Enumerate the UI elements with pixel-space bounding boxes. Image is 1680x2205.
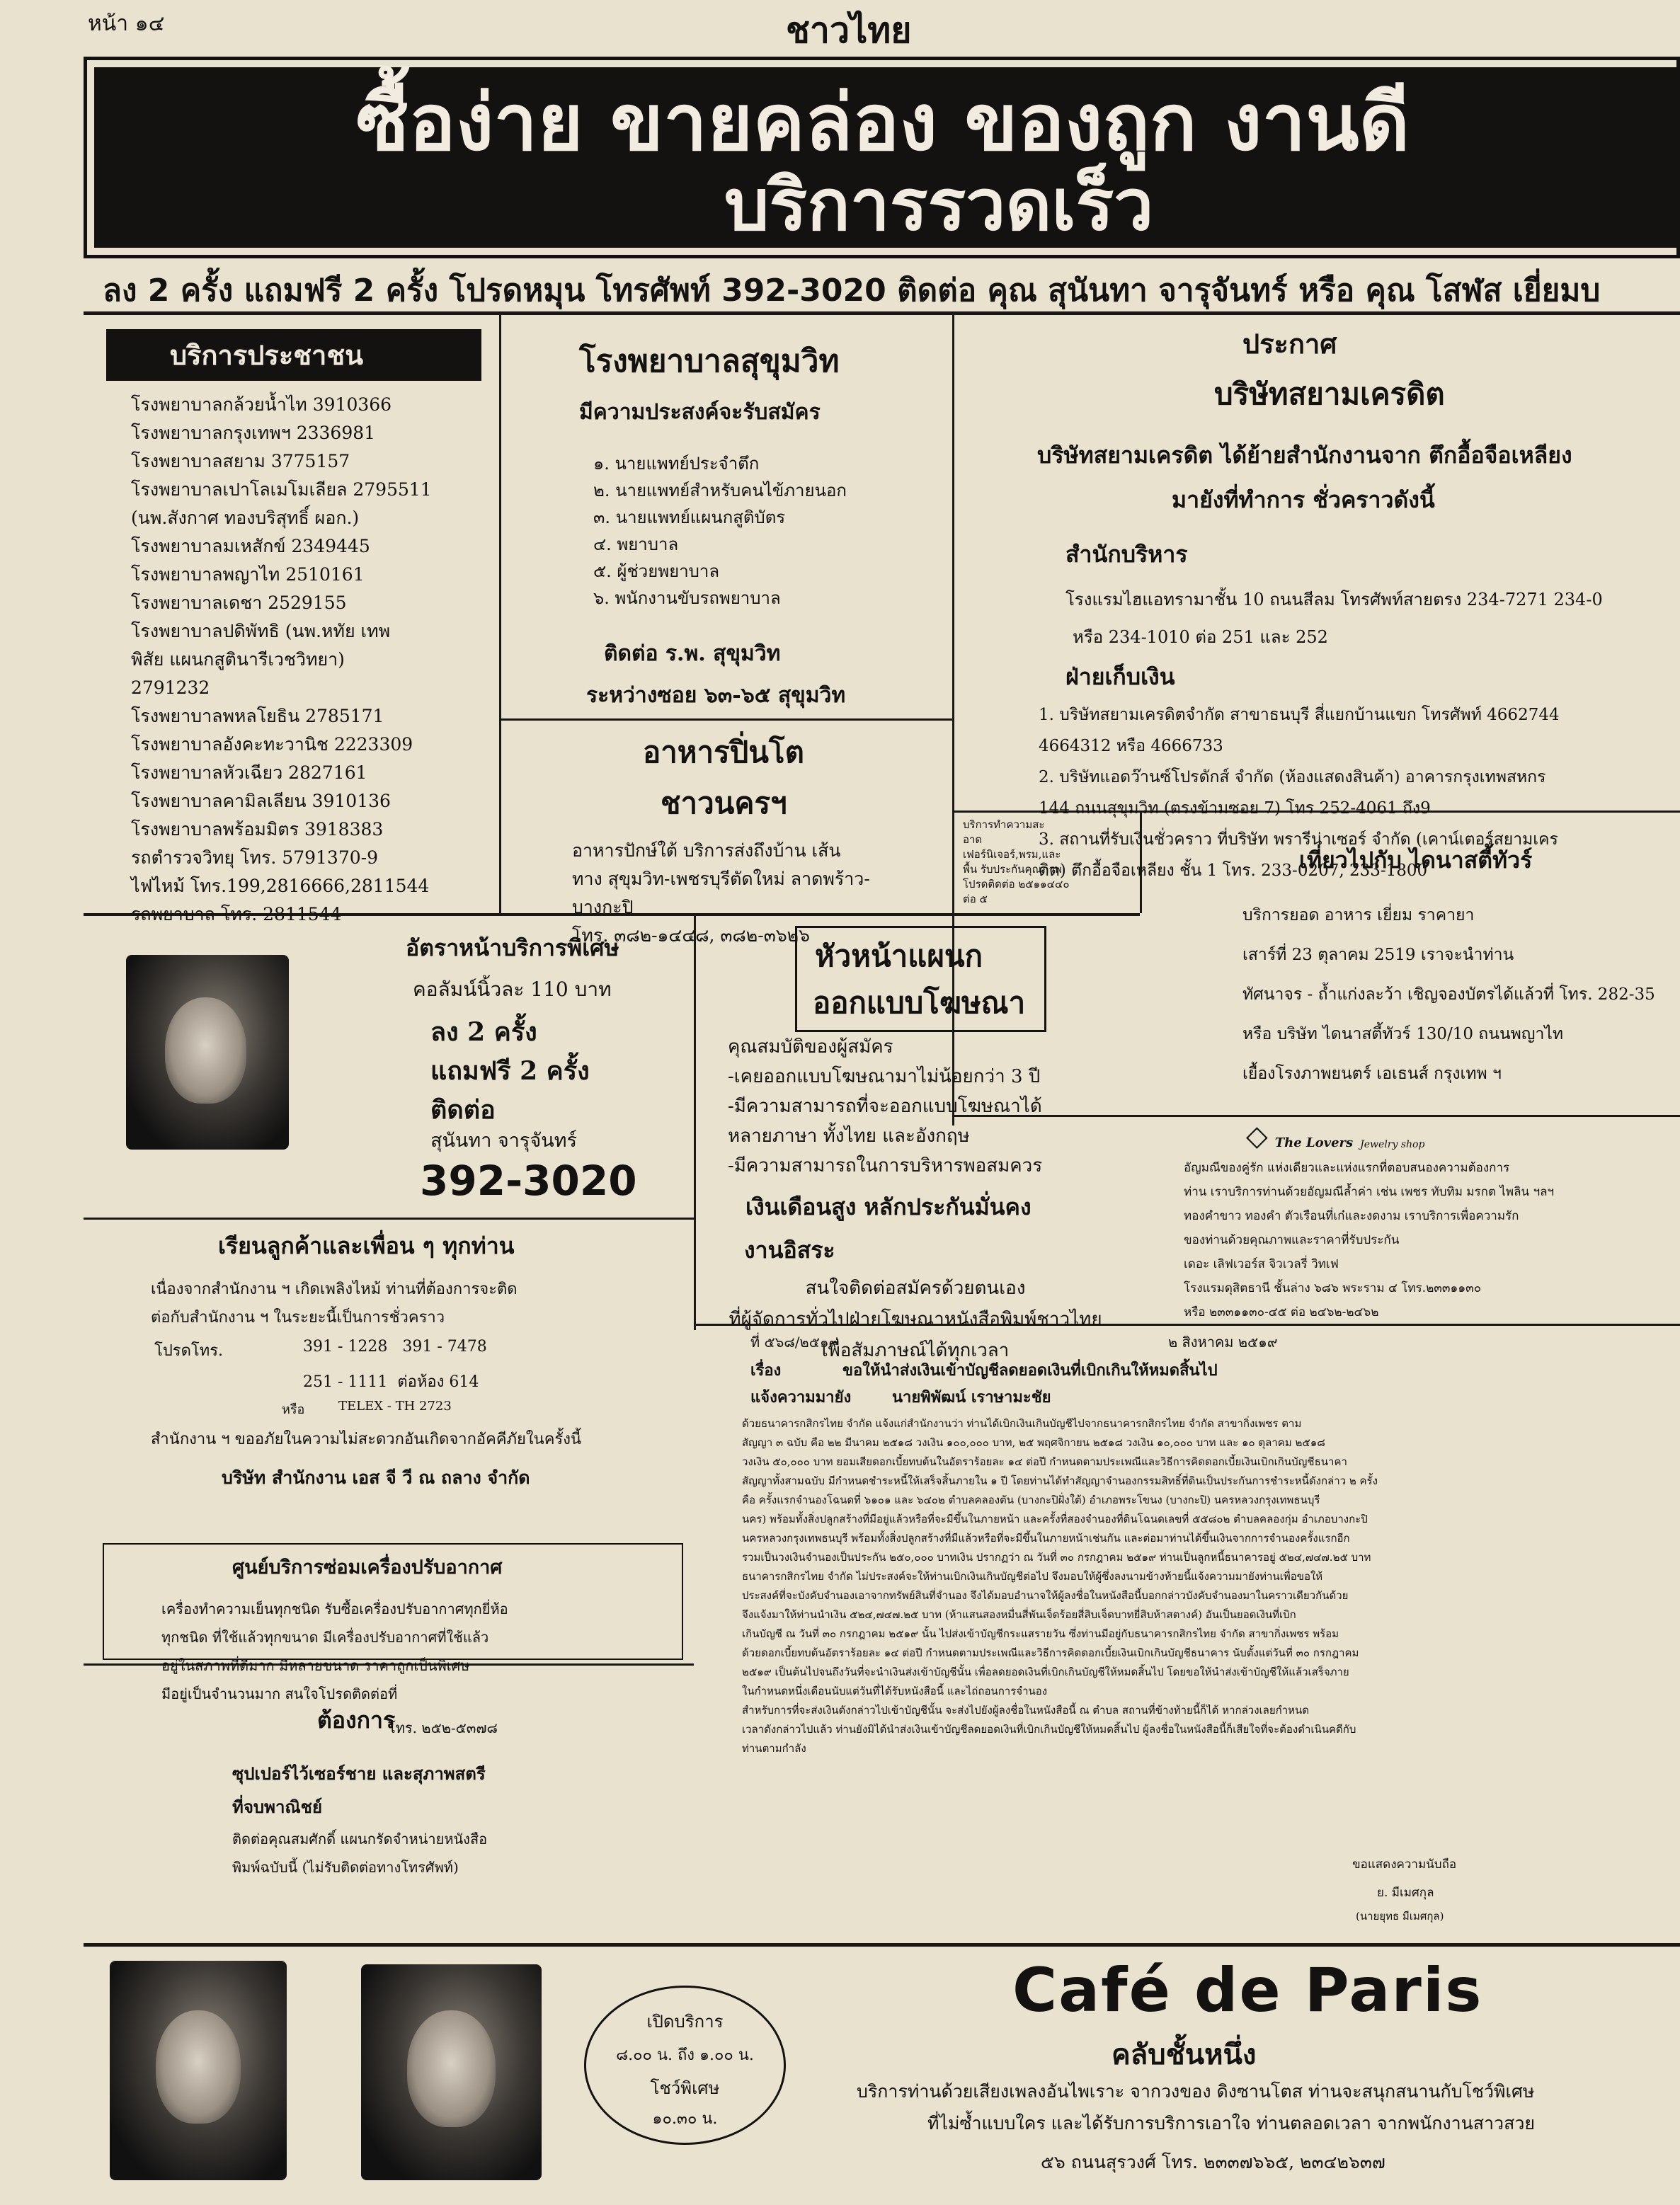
rates-line-5: สุนันทา จารุจันทร์ [430, 1130, 577, 1152]
sukhumvit-subtitle: มีความประสงค์จะรับสมัคร [579, 400, 821, 425]
service-line: รถพยาบาล โทร. 2811544 [131, 904, 342, 924]
sukhumvit-contact-2: ระหว่างซอย ๖๓-๖๕ สุขุมวิท [586, 683, 846, 708]
aircon-line: เครื่องทำความเย็นทุกชนิด รับซื้อเครื่องปรับอากาศทุกยี่ห้อ [161, 1600, 508, 1617]
bank-to: นายพิพัฒน์ เราษามะชัย [892, 1388, 1051, 1407]
cafe-line-2: ที่ไม่ซ้ำแบบใคร และได้รับการบริการเอาใจ ท่านตลอดเวลา จากพนักงานสาวสวย [927, 2113, 1536, 2134]
bank-subject: ขอให้นำส่งเงินเข้าบัญชีลดยอดเงินที่เบิกเกินให้หมดสิ้นไป [842, 1361, 1218, 1380]
promo-bar: ลง 2 ครั้ง แถมฟรี 2 ครั้ง โปรดหมุน โทรศัพท์ 392-3020 ติดต่อ คุณ สุนันทา จารุจันทร์ หรือ คุณ โสฬส เยี่ยมบ [103, 273, 1601, 309]
bank-paragraph: ประสงค์ที่จะบังคับจำนองเอาจากทรัพย์สินที่จำนอง จึงได้มอบอำนาจให้ผู้ลงชื่อในหนังสือนี้บอกกล่าวบังคับจำนองมาในคราวเดียวกันด้วย [742, 1589, 1349, 1602]
sukhumvit-positions [501, 450, 952, 612]
bank-date: ๒ สิงหาคม ๒๕๑๙ [1168, 1334, 1278, 1351]
service-line: โรงพยาบาลพญาไท 2510161 [131, 564, 365, 585]
tour-line: เสาร์ที่ 23 ตุลาคม 2519 เราจะนำท่าน [1242, 946, 1514, 964]
sukhumvit-hospital-ad [501, 336, 952, 712]
notice-company: บริษัท สำนักงาน เอส จี วี ณ ถลาง จำกัด [222, 1467, 530, 1488]
bank-body [742, 1414, 1680, 1758]
wanted-line-4: พิมพ์ฉบับนี้ (ไม่รับติดต่อทางโทรศัพท์) [232, 1859, 459, 1876]
bank-signer: ย. มีเมศกุล [1377, 1886, 1434, 1900]
food-line: อาหารปักษ์ใต้ บริการส่งถึงบ้าน เส้น [572, 840, 841, 861]
cleaning-line: อาด [963, 833, 983, 846]
bank-paragraph: ๒๕๑๙ เป็นต้นไปจนถึงวันที่จะนำเงินส่งเข้าบัญชีนั้น เพื่อลดยอดเงินที่เบิกเกินบัญชีให้หมดสิ้นไป โดยขอให้นำส่งเข้าบัญชีให้แล้วเสร็จภาย [742, 1666, 1349, 1678]
cleaning-ad [957, 818, 1138, 907]
service-line: โรงพยาบาลสยาม 3775157 [131, 451, 350, 471]
siam-credit-office-1: โรงแรมไฮแอทรามาชั้น 10 ถนนสีลม โทรศัพท์สายตรง 234-7271 234-0 [1065, 590, 1603, 609]
cafe-line-3: ๕๖ ถนนสุรวงศ์ โทร. ๒๓๓๗๖๖๕, ๒๓๔๒๖๓๗ [1041, 2152, 1385, 2172]
diamond-icon: ◇ [1246, 1122, 1268, 1152]
aircon-phone: โทร. ๒๕๒-๕๓๗๘ [388, 1719, 498, 1736]
banner-line-2: บริการรวดเร็ว [724, 164, 1154, 246]
bank-paragraph: จึงแจ้งมาให้ท่านนำเงิน ๕๒๔,๗๔๗.๒๕ บาท (ห้าแสนสองหมื่นสี่พันเจ็ดร้อยสี่สิบเจ็ดบาทยี่สิบห้าสตางค์) อันเป็นยอดเงินที่เบิก [742, 1608, 1296, 1621]
page-number: หน้า ๑๔ [88, 11, 165, 36]
lovers-line: โรงแรมดุสิตธานี ชั้นล่าง ๖๘๖ พระราม ๔ โทร.๒๓๓๑๑๓๐ [1184, 1281, 1482, 1295]
public-services-box [106, 329, 492, 929]
rates-title: อัตราหน้าบริการพิเศษ [406, 934, 619, 961]
public-services-list [106, 391, 492, 929]
apply-line: สนใจติดต่อสมัครด้วยตนเอง [805, 1278, 1026, 1299]
lovers-tag: Jewelry shop [1360, 1139, 1425, 1150]
service-line: โรงพยาบาลเดชา 2529155 [131, 592, 347, 613]
service-line: โรงพยาบาลพหลโยธิน 2785171 [131, 706, 384, 726]
notice-telex: TELEX - TH 2723 [338, 1399, 452, 1414]
requirement-line: -มีความสามารถที่จะออกแบบโฆษณาได้ [728, 1096, 1042, 1117]
siam-credit-office-2: หรือ 234-1010 ต่อ 251 และ 252 [1073, 627, 1328, 647]
cafe-hours: ๘.๐๐ น. ถึง ๑.๐๐ น. [616, 2046, 754, 2064]
service-line: โรงพยาบาลกล้วยน้ำไท 3910366 [131, 394, 392, 415]
service-line: โรงพยาบาลอังคะทะวานิช 2223309 [131, 734, 413, 755]
cafe-show-time: ๑๐.๓๐ น. [652, 2110, 718, 2128]
design-salary-1: เงินเดือนสูง หลักประกันมั่นคง [745, 1193, 1032, 1220]
requirement-line: คุณสมบัติของผู้สมัคร [728, 1036, 893, 1058]
service-line: 2791232 [131, 677, 210, 698]
tour-line: ทัศนาจร - ถ้ำแก่งละว้า เชิญจองบัตรได้แล้วที่ โทร. 282-35 [1242, 985, 1655, 1004]
rates-ad [84, 916, 694, 1218]
cafe-show-label: โชว์พิเศษ [650, 2078, 720, 2098]
notice-moved-lines [84, 1276, 694, 1332]
siam-credit-title-2: บริษัทสยามเครดิต [1214, 377, 1445, 411]
collect-line: 1. บริษัทสยามเครดิตจำกัด สาขาธนบุรี สี่แยกบ้านแขก โทรศัพท์ 4662744 [1039, 706, 1560, 724]
position-item: ๒. นายแพทย์สำหรับคนไข้ภายนอก [593, 481, 847, 500]
cafe-hours-label: เปิดบริการ [646, 2012, 724, 2032]
food-line: ทาง สุขุมวิท-เพชรบุรีตัดใหม่ ลาดพร้าว- [572, 869, 870, 889]
lovers-line: หรือ ๒๓๓๑๑๓๐-๔๕ ต่อ ๒๔๖๒-๒๔๖๒ [1184, 1305, 1379, 1319]
service-line: โรงพยาบาลปดิพัทธิ (นพ.หทัย เทพ [131, 621, 391, 641]
bank-paragraph: เวลาดังกล่าวไปแล้ว ท่านยังมิได้นำส่งเงินเข้าบัญชีลดยอดเงินที่เบิกเกินบัญชีให้หมดสิ้นไป ผู้ลงชื่อในหนังสือนี้ก็เสียใจที่จะต้องดำเนินคดีกับ [742, 1723, 1356, 1736]
bank-paragraph: วงเงิน ๕๐,๐๐๐ บาท ยอมเสียดอกเบี้ยทบต้นในอัตราร้อยละ ๑๔ ต่อปี กำหนดตามประเพณีและวิธีการคิดดอกเบี้ยเงินเบิกเกินบัญชีธนาคา [742, 1455, 1347, 1468]
bank-paragraph: ด้วยธนาคารกสิกรไทย จำกัด แจ้งแก่สำนักงานว่า ท่านได้เบิกเงินเกินบัญชีไปจากธนาคารกสิกรไทย จำกัด สาขากิ่งเพชร ตาม [742, 1417, 1302, 1430]
tour-line: บริการยอด อาหาร เยี่ยม ราคายา [1242, 906, 1475, 924]
lovers-line: อัญมณีของคู่รัก แห่งเดียวและแห่งแรกที่ตอบสนองความต้องการ [1184, 1161, 1510, 1175]
service-line: โรงพยาบาลกรุงเทพฯ 2336981 [131, 423, 376, 443]
service-line: โรงพยาบาลมเหสักข์ 2349445 [131, 536, 370, 556]
lovers-lines [1175, 1156, 1680, 1324]
lovers-line: ท่าน เราบริการท่านด้วยอัญมณีล้ำค่า เช่น เพชร ทับทิม มรกต ไพลิน ฯลฯ [1184, 1185, 1555, 1199]
bank-notice [708, 1331, 1680, 1943]
siam-credit-office-head: สำนักบริหาร [1065, 541, 1188, 568]
bank-subject-label: เรื่อง [750, 1361, 782, 1380]
service-line: โรงพยาบาลหัวเฉียว 2827161 [131, 762, 367, 783]
rates-photo [126, 955, 289, 1150]
collect-line: 4664312 หรือ 4666733 [1039, 737, 1223, 755]
bank-signer-title: (นายยุทธ มีเมศกุล) [1356, 1910, 1444, 1923]
tour-line: เยื้องโรงภาพยนตร์ เอเธนส์ กรุงเทพ ฯ [1242, 1065, 1502, 1083]
aircon-line: อยู่ในสภาพที่ดีมาก มีหลายขนาด ราคาถูกเป็นพิเศษ [161, 1657, 470, 1674]
requirement-line: หลายภาษา ทั้งไทย และอังกฤษ [728, 1126, 970, 1147]
cafe-photo-1 [110, 1961, 287, 2180]
wanted-title: ต้องการ [317, 1707, 396, 1734]
bank-paragraph: สัญญาทั้งสามฉบับ มีกำหนดชำระหนี้ให้เสร็จสิ้นภายใน ๑ ปี โดยท่านได้ทำสัญญาจำนองกรรมสิทธิ์ที่ดินเป็นประกันการชำระหนี้ดังกล่าว ๒ ครั้ง [742, 1474, 1378, 1487]
aircon-line: มีอยู่เป็นจำนวนมาก สนใจโปรดติดต่อที่ [161, 1685, 398, 1702]
siam-credit-collect-head: ฝ่ายเก็บเงิน [1065, 663, 1175, 690]
notice-phone-1: 391 - 1228 391 - 7478 [303, 1338, 487, 1356]
cafe-hours-badge [584, 1986, 786, 2145]
wanted-line-1: ซุปเปอร์ไว้เซอร์ชาย และสุภาพสตรี [232, 1763, 486, 1784]
food-title-2: ชาวนครฯ [661, 786, 787, 820]
bank-paragraph: รวมเป็นวงเงินจำนองเป็นประกัน ๒๕๐,๐๐๐ บาทเงิน ปรากฏว่า ณ วันที่ ๓๐ กรกฎาคม ๒๕๑๙ ท่านเป็นลูกหนี้ธนาคารอยู่ ๕๒๔,๗๔๗.๒๕ บาท [742, 1551, 1371, 1564]
notice-apology: สำนักงาน ฯ ขออภัยในความไม่สะดวกอันเกิดจากอัคคีภัยในครั้งนี้ [151, 1431, 582, 1448]
cleaning-line: พื้น รับประกันคุณภาพ [963, 863, 1062, 876]
cleaning-line: ต่อ ๕ [963, 893, 988, 905]
tour-ad [1143, 842, 1680, 1094]
collect-line: 3. สถานที่รับเงินชั่วคราว ที่บริษัท พรารีน่าเซอร์ จำกัด (เคาน์เตอร์สยามเคร [1039, 830, 1558, 849]
service-line: (นพ.สังกาศ ทองบริสุทธิ์ ผอก.) [131, 508, 360, 528]
banner-line-1: ซื้อง่าย ขายคล่อง ของถูก งานดี [356, 77, 1410, 168]
collect-line: 2. บริษัทแอดว๊านซ์โปรดักส์ จำกัด (ห้องแสดงสินค้า) อาคารกรุงเทพสหกร [1039, 768, 1546, 786]
bank-paragraph: นครหลวงกรุงเทพธนบุรี พร้อมทั้งสิ่งปลูกสร้างที่มีแล้วหรือที่จะมีขึ้นในภายหน้าเช่นกัน และต่อมาท่านได้ขึ้นเงินจากการจำนองครั้งแรกอีก [742, 1532, 1350, 1545]
notice-telex-label: หรือ [282, 1402, 305, 1417]
position-item: ๖. พนักงานขับรถพยาบาล [593, 588, 781, 608]
lovers-line: ของท่านด้วยคุณภาพและราคาที่รับประกัน [1184, 1233, 1400, 1247]
collect-line: ดิต) ตึกอื้อจือเหลียง ชั้น 1 โทร. 233-0207, 233-1800 [1039, 861, 1428, 880]
service-line: พิสัย แผนกสูตินารีเวชวิทยา) [131, 649, 345, 670]
service-line: โรงพยาบาลพร้อมมิตร 3918383 [131, 819, 384, 840]
wanted-line-3: ติดต่อคุณสมศักดิ์ แผนกรัดจำหน่ายหนังสือ [232, 1831, 488, 1848]
design-requirements [696, 1032, 1135, 1181]
position-item: ๕. ผู้ช่วยพยาบาล [593, 561, 720, 581]
tour-title: เที่ยวไปกับ ไดนาสตี้ทัวร์ [1299, 847, 1533, 874]
rates-phone: 392-3020 [420, 1157, 637, 1205]
cafe-line-1: บริการท่านด้วยเสียงเพลงอันไพเราะ จากวงของ ดิงซานโตส ท่านจะสนุกสนานกับโชว์พิเศษ [857, 2081, 1535, 2102]
bank-paragraph: ธนาคารกสิกรไทย จำกัด ไม่ประสงค์จะให้ท่านเบิกเงินเกินบัญชีต่อไป จึงมอบให้ผู้ซึ่งลงนามข้างท้ายนี้แจ้งความมายังท่านเพื่อขอให้ [742, 1570, 1323, 1583]
food-line: โทร. ๓๘๒-๑๔๔๘, ๓๘๒-๓๖๒๖ [572, 925, 811, 946]
cafe-subtitle: คลับชั้นหนึ่ง [1112, 2039, 1257, 2071]
rates-line-1: คอลัมน์นิ้วละ 110 บาท [413, 978, 612, 1001]
design-head-ad [696, 926, 1135, 1366]
apply-line: เพื่อสัมภาษณ์ได้ทุกเวลา [821, 1340, 1010, 1361]
service-line: โรงพยาบาลเปาโลเมโมเลียล 2795511 [131, 479, 432, 500]
wanted-ad [84, 1702, 694, 1879]
position-item: ๑. นายแพทย์ประจำตึก [593, 454, 760, 474]
collect-line: 144 ถนนสุขุมวิท (ตรงข้ามซอย 7) โทร 252-4061 ถึง9 [1039, 799, 1431, 818]
bank-paragraph: คือ ครั้งแรกจำนองโฉนดที่ ๖๑๐๑ และ ๖๔๐๒ ตำบลคลองตัน (บางกะปิฝั่งใต้) อำเภอพระโขนง (บางกะปิ) นครหลวงกรุงเทพธนบุรี [742, 1494, 1320, 1506]
design-salary-2: งานอิสระ [744, 1237, 835, 1264]
notice-line: เนื่องจากสำนักงาน ฯ เกิดเพลิงไหม้ ท่านที่ต้องการจะติด [151, 1281, 518, 1298]
bank-paragraph: สำหรับการที่จะส่งเงินดังกล่าวไปเข้าบัญชีนั้น จะส่งไปยังผู้ลงชื่อในหนังสือนี้ ณ ตำบล สถานที่ข้างท้ายนี้ก็ได้ หากล่วงเลยกำหนด [742, 1704, 1310, 1717]
notice-moved-title: เรียนลูกค้าและเพื่อน ๆ ทุกท่าน [218, 1232, 515, 1259]
cleaning-line: โปรดติดต่อ ๒๕๑๑๔๔๐ [963, 878, 1070, 890]
wanted-line-2: ที่จบพาณิชย์ [232, 1797, 323, 1817]
cleaning-line: บริการทำความสะ [963, 818, 1045, 831]
bank-paragraph: เกินบัญชี ณ วันที่ ๓๐ กรกฎาคม ๒๕๑๙ นั้น ไปส่งเข้าบัญชีกระแสรายวัน ซึ่งท่านมีอยู่กับธนาคารกสิกรไทย จำกัด สาขากิ่งเพชร พร้อม [742, 1627, 1339, 1640]
sukhumvit-title: โรงพยาบาลสุขุมวิท [579, 343, 840, 379]
apply-line: ที่ผู้จัดการทั่วไปฝ่ายโฆษณาหนังสือพิมพ์ชาวไทย [728, 1309, 1102, 1330]
tour-line: หรือ บริษัท ไดนาสตี้ทัวร์ 130/10 ถนนพญาไท [1242, 1025, 1564, 1043]
bank-paragraph: สัญญา ๓ ฉบับ คือ ๒๒ มีนาคม ๒๕๑๘ วงเงิน ๑๐๐,๐๐๐ บาท, ๒๕ พฤศจิกายน ๒๕๑๘ วงเงิน ๑๐,๐๐๐ บาท และ ๑๐ ตุลาคม ๒๕๑๘ [742, 1436, 1325, 1449]
bank-to-label: แจ้งความมายัง [750, 1388, 852, 1407]
bank-closing: ขอแสดงความนับถือ [1352, 1857, 1457, 1872]
cafe-name: Café de Paris [1012, 1955, 1483, 2026]
cafe-photo-2 [361, 1964, 542, 2180]
lovers-line: เดอะ เลิฟเวอร์ส จิวเวลรี่ วิทเฟ [1184, 1257, 1339, 1271]
bank-ref: ที่ ๕๖๘/๒๕๑๙ [750, 1334, 840, 1351]
tour-lines [1143, 895, 1680, 1094]
bank-paragraph: ด้วยดอกเบี้ยทบต้นอัตราร้อยละ ๑๔ ต่อปี กำหนดตามประเพณีและวิธีการคิดดอกเบี้ยเงินเบิกเกินบัญชีธนาคาร นับตั้งแต่วันที่ ๓๐ กรกฎาคม [742, 1646, 1359, 1659]
siam-credit-intro-1: บริษัทสยามเครดิต ได้ย้ายสำนักงานจาก ตึกอื้อจือเหลียง [1037, 442, 1572, 469]
position-item: ๔. พยาบาล [593, 534, 679, 554]
service-line: รถตำรวจวิทยุ โทร. 5791370-9 [131, 847, 378, 868]
food-title-1: อาหารปิ่นโต [643, 735, 804, 769]
siam-credit-intro-2: มายังที่ทำการ ชั่วคราวดังนี้ [1172, 486, 1435, 513]
siam-credit-notice [959, 322, 1680, 886]
aircon-lines [84, 1595, 694, 1708]
notice-phone-2: 251 - 1111 ต่อห้อง 614 [303, 1373, 479, 1391]
aircon-title: ศูนย์บริการซ่อมเครื่องปรับอากาศ [232, 1557, 503, 1579]
requirement-line: -มีความสามารถในการบริหารพอสมควร [728, 1155, 1043, 1176]
service-line: โรงพยาบาลคามิลเลียน 3910136 [131, 791, 391, 811]
lovers-line: ทองคำขาว ทองคำ ตัวเรือนที่เก๋และงดงาม เราบริการเพื่อความรัก [1184, 1209, 1519, 1223]
bank-paragraph: นคร) พร้อมทั้งสิ่งปลูกสร้างที่มีอยู่แล้วหรือที่จะมีขึ้นในภายหน้า และครั้งที่สองจำนองที่ดินโฉนดเลขที่ ๕๕๘๐๒ ตำบลคลองกุ่ม อำเภอบางกะปิ [742, 1513, 1368, 1525]
rates-line-2: ลง 2 ครั้ง [430, 1017, 537, 1047]
bank-paragraph: ในกำหนดหนึ่งเดือนนับแต่วันที่ได้รับหนังสือนี้ และไถ่ถอนการจำนอง [742, 1685, 1048, 1697]
design-title-1: หัวหน้าแผนก [815, 939, 983, 973]
public-services-heading: บริการประชาชน [106, 329, 481, 381]
lovers-ad [1175, 1122, 1680, 1324]
position-item: ๓. นายแพทย์แผนกสูติบัตร [593, 508, 786, 527]
notice-moved [84, 1228, 694, 1492]
rates-line-4: ติดต่อ [430, 1095, 496, 1125]
requirement-line: -เคยออกแบบโฆษณามาไม่น้อยกว่า 3 ปี [728, 1066, 1041, 1087]
siam-credit-title-1: ประกาศ [1242, 328, 1337, 360]
masthead: ชาวไทย [786, 9, 912, 51]
notice-line: ต่อกับสำนักงาน ฯ ในระยะนี้เป็นการชั่วคราว [151, 1309, 445, 1327]
sukhumvit-contact-1: ติดต่อ ร.พ. สุขุมวิท [604, 641, 781, 666]
banner [84, 57, 1680, 258]
bank-paragraph: ท่านตามกำลัง [742, 1742, 806, 1755]
design-title-2: ออกแบบโฆษณา [813, 985, 1026, 1020]
service-line: ไฟไหม้ โทร.199,2816666,2811544 [131, 876, 430, 896]
lovers-brand: The Lovers [1274, 1135, 1354, 1150]
cleaning-line: เฟอร์นิเจอร์,พรม,และ [963, 848, 1061, 861]
aircon-line: ทุกชนิด ที่ใช้แล้วทุกขนาด มีเครื่องปรับอากาศที่ใช้แล้ว [161, 1629, 489, 1646]
notice-phone-label: โปรดโทร. [154, 1342, 224, 1360]
food-line: บางกะปิ [572, 897, 634, 917]
rates-line-3: แถมฟรี 2 ครั้ง [430, 1056, 590, 1086]
